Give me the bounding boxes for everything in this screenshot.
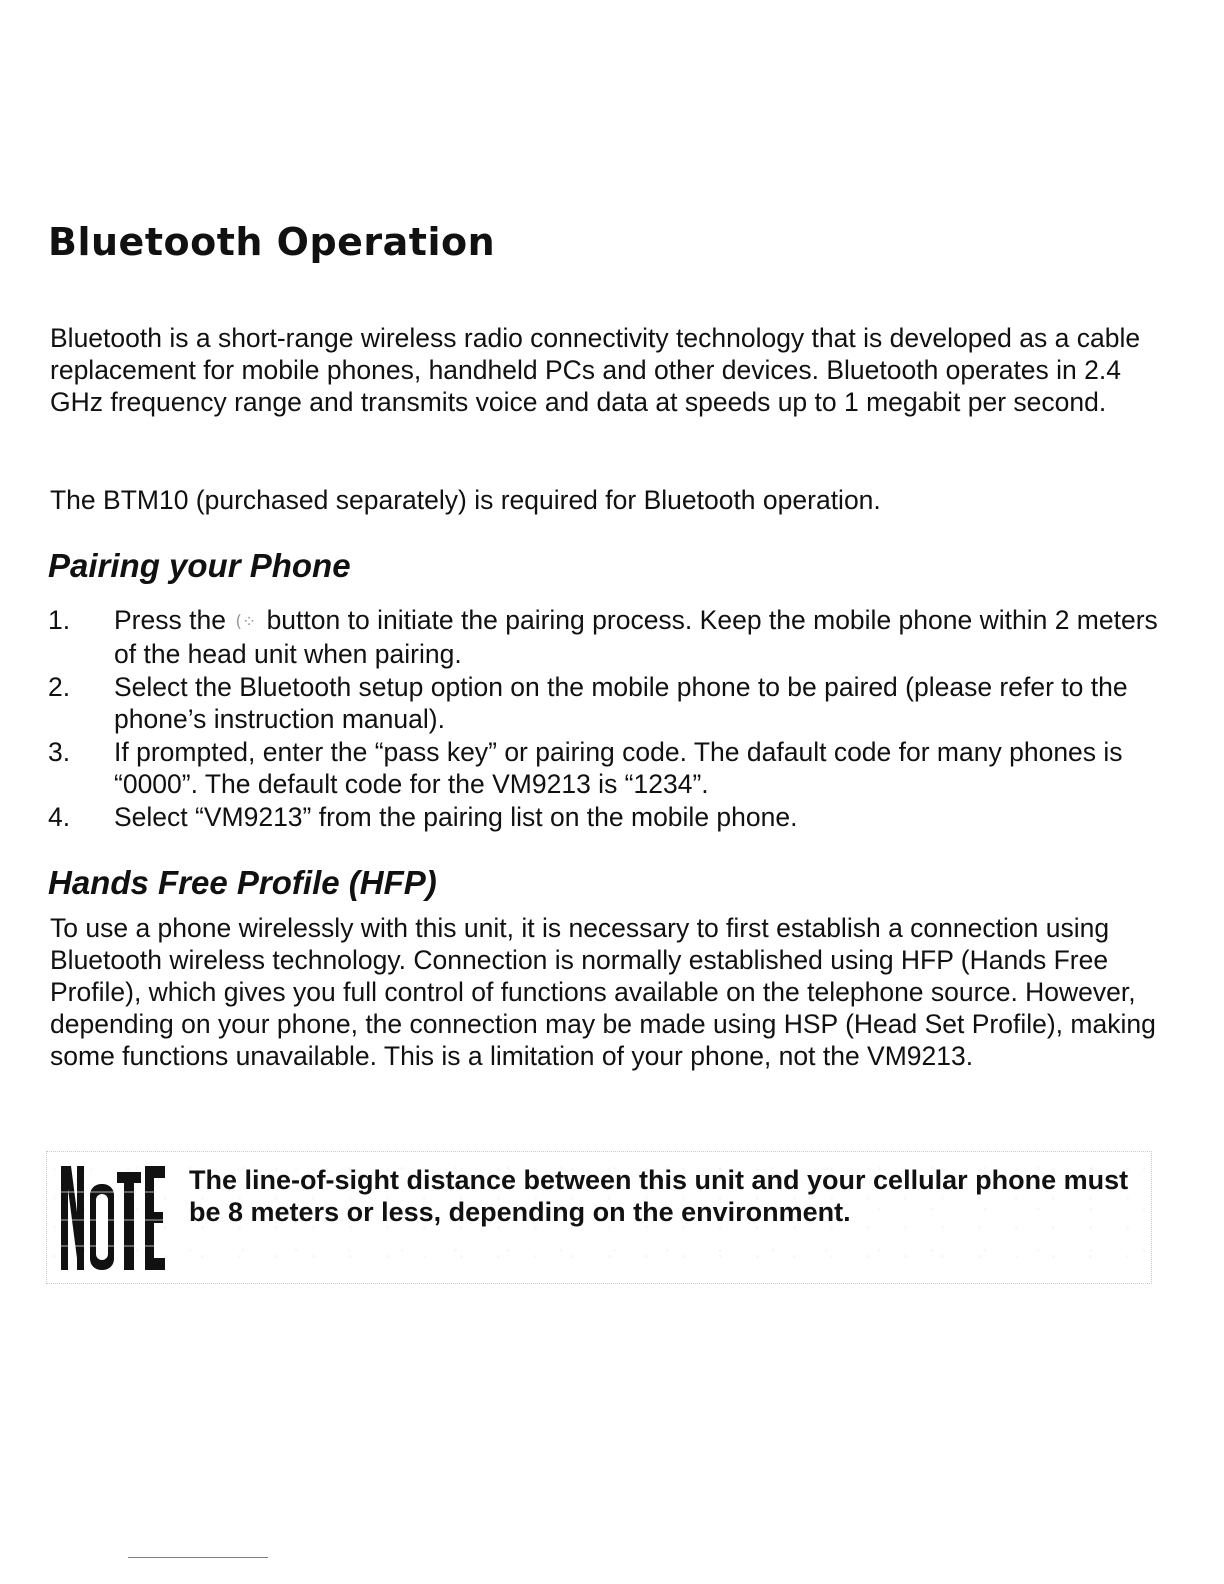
pairing-steps-list [48,604,1168,834]
note-callout [46,1151,1152,1284]
step-number: 4. [48,802,71,832]
bluetooth-pair-icon: (⁘ [235,612,257,632]
page-title: Bluetooth Operation [48,220,496,264]
step-text: Select the Bluetooth setup option on the mobile phone to be paired (please refer to the phone’s instruction manual). [114,672,1128,734]
footer-rule [128,1557,268,1558]
hfp-paragraph: To use a phone wirelessly with this unit, it is necessary to first establish a connection using Bluetooth wireless technology. Connection is normally established using HFP (Hands Free Profile), which gives you full control of functions available on the telephone source. However, depending on your phone, the connection may be made using HSP (Head Set Profile), making some functions unavailable. This is a limitation of your phone, not the VM9213. [50,913,1156,1071]
note-logo-icon [57,1162,169,1274]
step-text [114,604,1168,670]
pairing-step-4 [48,801,1168,833]
pairing-step-3 [48,736,1168,800]
pairing-step-1 [48,604,1168,670]
step-number: 1. [48,605,71,635]
pairing-heading: Pairing your Phone [48,547,351,584]
step-number: 2. [48,672,71,702]
hfp-heading: Hands Free Profile (HFP) [48,864,437,901]
step-text-pre: Press the [114,605,234,635]
note-text: The line-of-sight distance between this unit and your cellular phone must be 8 meters or less, depending on the environment. [189,1165,1129,1227]
step-number: 3. [48,737,71,767]
step-text-post: button to initiate the pairing process. Keep the mobile phone within 2 meters of the head unit when pairing. [114,605,1158,669]
pairing-step-2 [48,671,1168,735]
intro-paragraph: Bluetooth is a short-range wireless radio connectivity technology that is developed as a cable replacement for mobile phones, handheld PCs and other devices. Bluetooth operates in 2.4 GHz frequency range and transmits voice and data at speeds up to 1 megabit per second. [50,323,1141,417]
btm10-requirement-paragraph: The BTM10 (purchased separately) is required for Bluetooth operation. [50,485,881,515]
step-text: If prompted, enter the “pass key” or pairing code. The dafault code for many phones is “0000”. The default code for the VM9213 is “1234”. [114,737,1123,799]
step-text: Select “VM9213” from the pairing list on the mobile phone. [114,802,798,832]
